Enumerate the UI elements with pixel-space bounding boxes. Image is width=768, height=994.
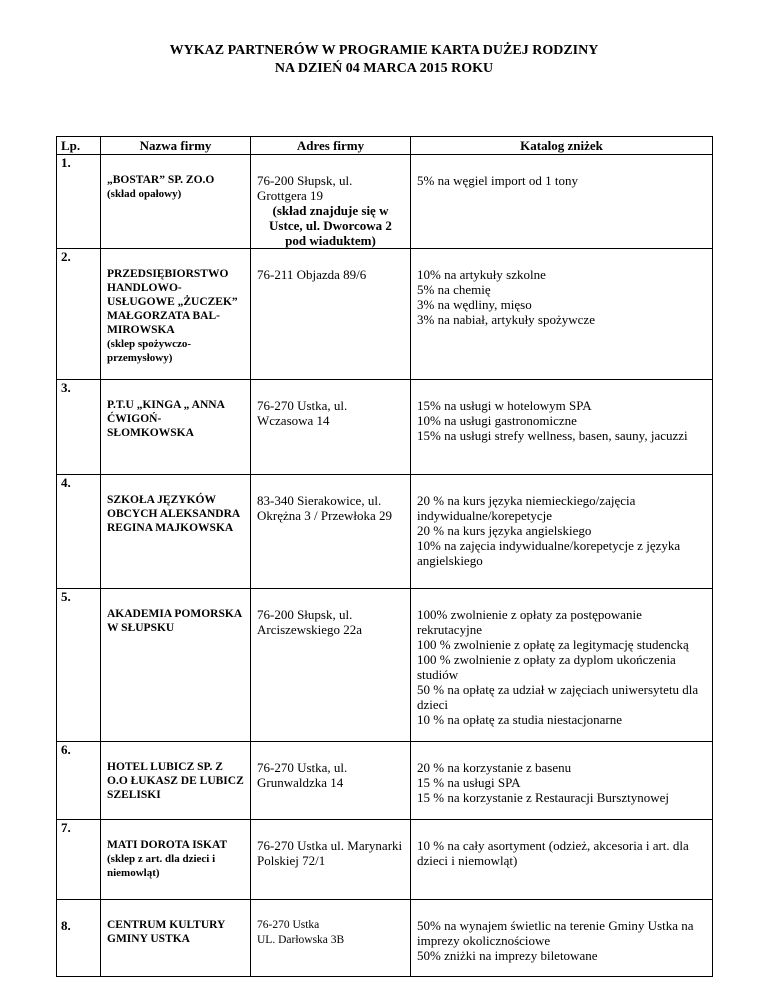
discount-item: 5% na węgiel import od 1 tony	[417, 173, 579, 188]
discount-item: 15% na usługi w hotelowym SPA	[417, 398, 592, 413]
firm-address	[251, 249, 411, 380]
firm-name-text: AKADEMIA POMORSKA W SŁUPSKU	[107, 608, 242, 634]
address-text: 76-211 Objazda 89/6	[257, 267, 367, 282]
address-text: 83-340 Sierakowice, ul. Okrężna 3 / Przewłoka 29	[257, 493, 393, 523]
discount-item: 100 % zwolnienie z opłaty za dyplom ukończenia studiów	[417, 652, 676, 682]
firm-name	[101, 249, 251, 380]
firm-name	[101, 475, 251, 589]
discount-item: 15 % na usługi SPA	[417, 775, 521, 790]
header-address: Adres firmy	[251, 137, 411, 155]
table-row	[57, 742, 713, 820]
discount-item: 100% zwolnienie z opłaty za postępowanie rekrutacyjne	[417, 607, 642, 637]
discount-list	[411, 820, 713, 900]
discount-item: 50 % na opłatę za udział w zajęciach uniwersytetu dla dzieci	[417, 682, 699, 712]
discount-list	[411, 155, 713, 249]
row-number: 8.	[57, 900, 101, 977]
discount-item: 10% na artykuły szkolne	[417, 267, 546, 282]
firm-name-text: CENTRUM KULTURY GMINY USTKA	[107, 919, 225, 945]
address-text: 76-270 Ustka ul. Marynarki Polskiej 72/1	[257, 838, 403, 868]
firm-address	[251, 475, 411, 589]
table-row	[57, 249, 713, 380]
address-street: UL. Darłowska 3B	[257, 934, 345, 946]
firm-address	[251, 742, 411, 820]
row-number: 1.	[57, 155, 101, 249]
firm-name-text: PRZEDSIĘBIORSTWO HANDLOWO-USŁUGOWE „ŻUCZEK” MAŁGORZATA BAL-MIROWSKA	[107, 268, 238, 336]
address-text: 76-200 Słupsk, ul. Grottgera 19	[257, 173, 353, 203]
header-lp: Lp.	[57, 137, 101, 155]
firm-name-text: SZKOŁA JĘZYKÓW OBCYCH ALEKSANDRA REGINA MAJKOWSKA	[107, 494, 240, 534]
firm-address	[251, 820, 411, 900]
table-row	[57, 380, 713, 475]
firm-name	[101, 742, 251, 820]
address-note: (skład znajduje się w Ustce, ul. Dworcowa 2 pod wiaduktem)	[269, 203, 392, 248]
address-text: 76-270 Ustka	[257, 919, 320, 931]
discount-list	[411, 589, 713, 742]
firm-type: (sklep z art. dla dzieci i niemowląt)	[107, 853, 216, 879]
firm-address	[251, 380, 411, 475]
firm-address	[251, 155, 411, 249]
discount-item: 10% na zajęcia indywidualne/korepetycje z języka angielskiego	[417, 538, 681, 568]
document-title: WYKAZ PARTNERÓW W PROGRAMIE KARTA DUŻEJ RODZINY	[169, 43, 599, 58]
firm-name-text: P.T.U „KINGA „ ANNA ĆWIGOŃ-SŁOMKOWSKA	[107, 399, 225, 439]
firm-name	[101, 589, 251, 742]
firm-name	[101, 155, 251, 249]
discount-item: 10 % na cały asortyment (odzież, akcesoria i art. dla dzieci i niemowląt)	[417, 838, 689, 868]
row-number: 5.	[57, 589, 101, 742]
firm-name-text: HOTEL LUBICZ SP. Z O.O ŁUKASZ DE LUBICZ SZELISKI	[107, 761, 244, 801]
table-row	[57, 155, 713, 249]
discount-item: 20 % na korzystanie z basenu	[417, 760, 572, 775]
firm-type: (skład opałowy)	[107, 188, 182, 200]
address-text: 76-200 Słupsk, ul. Arciszewskiego 22a	[257, 607, 363, 637]
firm-name	[101, 900, 251, 977]
table-row	[57, 900, 713, 977]
firm-name-text: MATI DOROTA ISKAT	[107, 839, 228, 851]
firm-name	[101, 380, 251, 475]
discount-item: 15% na usługi strefy wellness, basen, sauny, jacuzzi	[417, 428, 688, 443]
header-discounts: Katalog zniżek	[411, 137, 713, 155]
discount-item: 3% na wędliny, mięso	[417, 297, 532, 312]
firm-address	[251, 900, 411, 977]
discount-list	[411, 475, 713, 589]
row-number: 4.	[57, 475, 101, 589]
discount-item: 5% na chemię	[417, 282, 491, 297]
discount-list	[411, 900, 713, 977]
discount-item: 20 % na kurs języka angielskiego	[417, 523, 592, 538]
row-number: 2.	[57, 249, 101, 380]
partners-table	[56, 136, 713, 977]
document-subtitle: NA DZIEŃ 04 MARCA 2015 ROKU	[274, 61, 494, 76]
firm-name-text: „BOSTAR” SP. ZO.O	[107, 174, 215, 186]
discount-item: 50% na wynajem świetlic na terenie Gminy Ustka na imprezy okolicznościowe	[417, 918, 694, 948]
table-row	[57, 589, 713, 742]
row-number: 3.	[57, 380, 101, 475]
firm-name	[101, 820, 251, 900]
table-row	[57, 820, 713, 900]
firm-type: (sklep spożywczo-przemysłowy)	[107, 338, 192, 364]
discount-item: 10% na usługi gastronomiczne	[417, 413, 577, 428]
discount-list	[411, 742, 713, 820]
firm-address	[251, 589, 411, 742]
header-firm: Nazwa firmy	[101, 137, 251, 155]
discount-item: 20 % na kurs języka niemieckiego/zajęcia indywidualne/korepetycje	[417, 493, 636, 523]
address-text: 76-270 Ustka, ul. Grunwaldzka 14	[257, 760, 348, 790]
discount-item: 100 % zwolnienie z opłatę za legitymację studencką	[417, 637, 689, 652]
row-number: 7.	[57, 820, 101, 900]
row-number: 6.	[57, 742, 101, 820]
table-row	[57, 475, 713, 589]
discount-item: 10 % na opłatę za studia niestacjonarne	[417, 712, 623, 727]
discount-list	[411, 380, 713, 475]
discount-item: 50% zniżki na imprezy biletowane	[417, 948, 598, 963]
discount-item: 3% na nabiał, artykuły spożywcze	[417, 312, 595, 327]
discount-list	[411, 249, 713, 380]
address-text: 76-270 Ustka, ul. Wczasowa 14	[257, 398, 348, 428]
discount-item: 15 % na korzystanie z Restauracji Bursztynowej	[417, 790, 669, 805]
table-header-row	[57, 137, 713, 155]
